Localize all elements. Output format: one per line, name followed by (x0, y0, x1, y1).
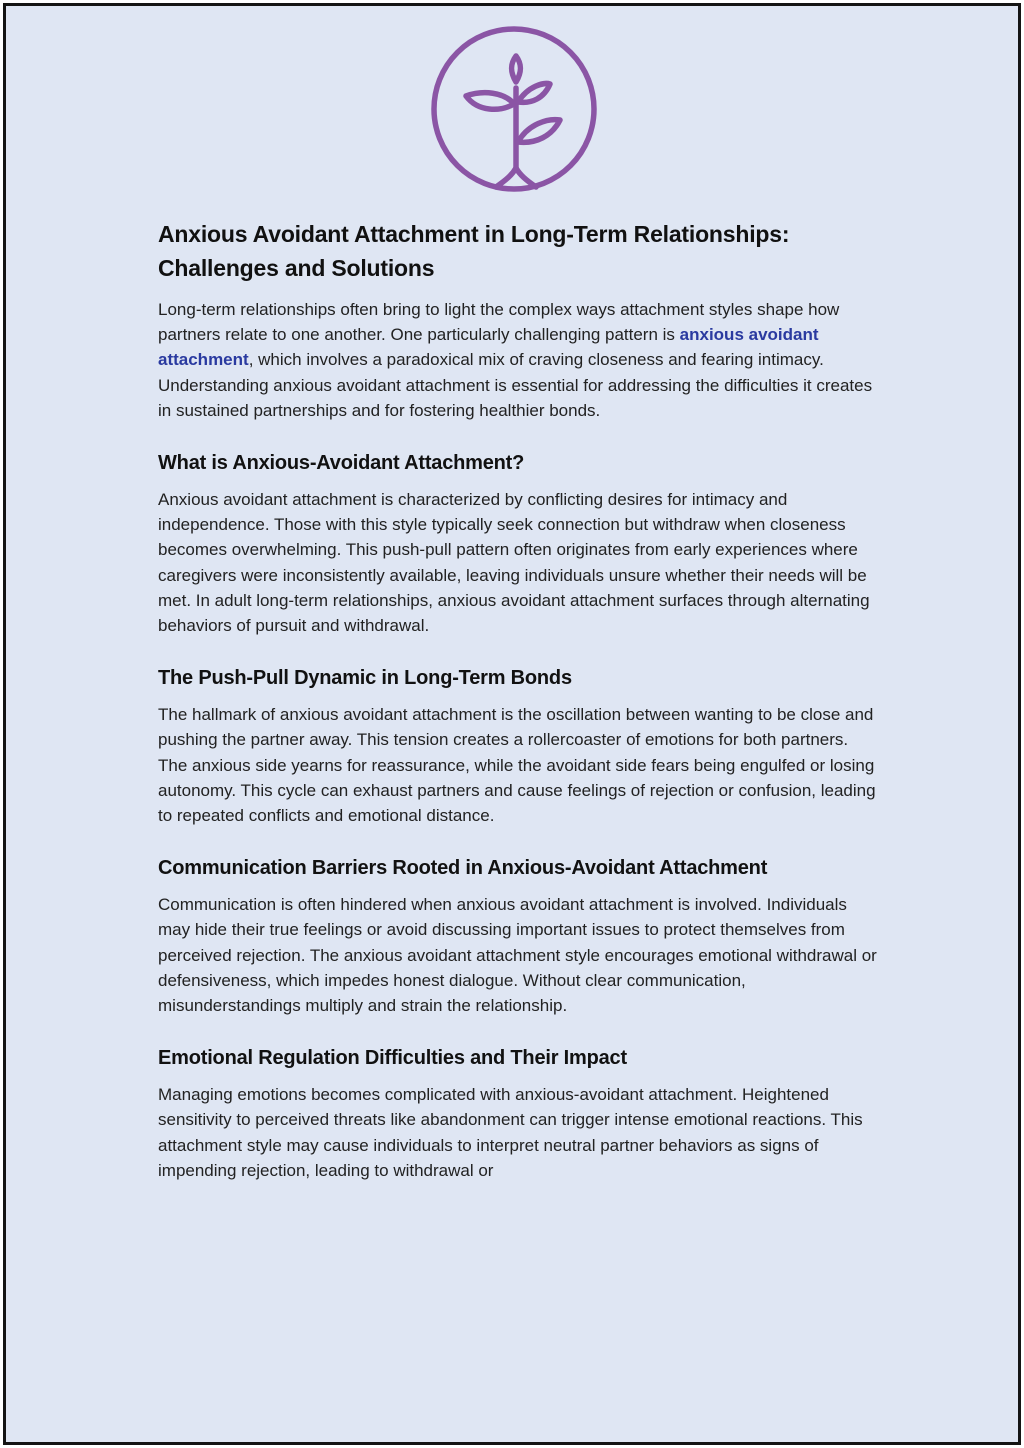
intro-paragraph (158, 297, 880, 423)
section-body-emotional-regulation: Managing emotions becomes complicated with anxious-avoidant attachment. Heightened sensitivity to perceived threats like abandonment can trigger intense emotional reactions. This attachment style may cause individuals to interpret neutral partner behaviors as signs of impending rejection, leading to withdrawal or (158, 1085, 863, 1180)
anxious-avoidant-attachment-link[interactable]: anxious avoidant attachment (158, 325, 819, 370)
section-body-what-is: Anxious avoidant attachment is characterized by conflicting desires for intimacy and independence. Those with this style typically seek connection but withdraw when closeness becomes overwhelming. This push-pull pattern often originates from early experiences where caregivers were inconsistently available, leaving individuals unsure whether their needs will be met. In adult long-term relationships, anxious avoidant attachment surfaces through alternating behaviors of pursuit and withdrawal. (158, 490, 870, 636)
sprout-in-circle-icon (428, 20, 600, 192)
section-heading-what-is: What is Anxious-Avoidant Attachment? (158, 452, 525, 475)
section-body-communication: Communication is often hindered when anxious avoidant attachment is involved. Individuals may hide their true feelings or avoid discussing important issues to protect themselves from perceived rejection. The anxious avoidant attachment style encourages emotional withdrawal or defensiveness, which impedes honest dialogue. Without clear communication, misunderstandings multiply and strain the relationship. (158, 895, 877, 1016)
article-content (158, 217, 880, 1183)
section-heading-communication: Communication Barriers Rooted in Anxious-Avoidant Attachment (158, 857, 768, 880)
intro-text-before-link: Long-term relationships often bring to light the complex ways attachment styles shape how partners relate to one another. One particularly challenging pattern is (158, 300, 840, 345)
intro-text-after-link: , which involves a paradoxical mix of craving closeness and fearing intimacy. Understanding anxious avoidant attachment is essential for addressing the difficulties it creates in sustained partnerships and for fostering healthier bonds. (158, 350, 873, 420)
section-heading-emotional-regulation: Emotional Regulation Difficulties and Their Impact (158, 1047, 627, 1070)
section-heading-push-pull: The Push-Pull Dynamic in Long-Term Bonds (158, 667, 572, 690)
document-page (3, 3, 1021, 1445)
article-title: Anxious Avoidant Attachment in Long-Term Relationships: Challenges and Solutions (158, 221, 790, 281)
section-body-push-pull: The hallmark of anxious avoidant attachment is the oscillation between wanting to be close and pushing the partner away. This tension creates a rollercoaster of emotions for both partners. The anxious side yearns for reassurance, while the avoidant side fears being engulfed or losing autonomy. This cycle can exhaust partners and cause feelings of rejection or confusion, leading to repeated conflicts and emotional distance. (158, 705, 876, 826)
